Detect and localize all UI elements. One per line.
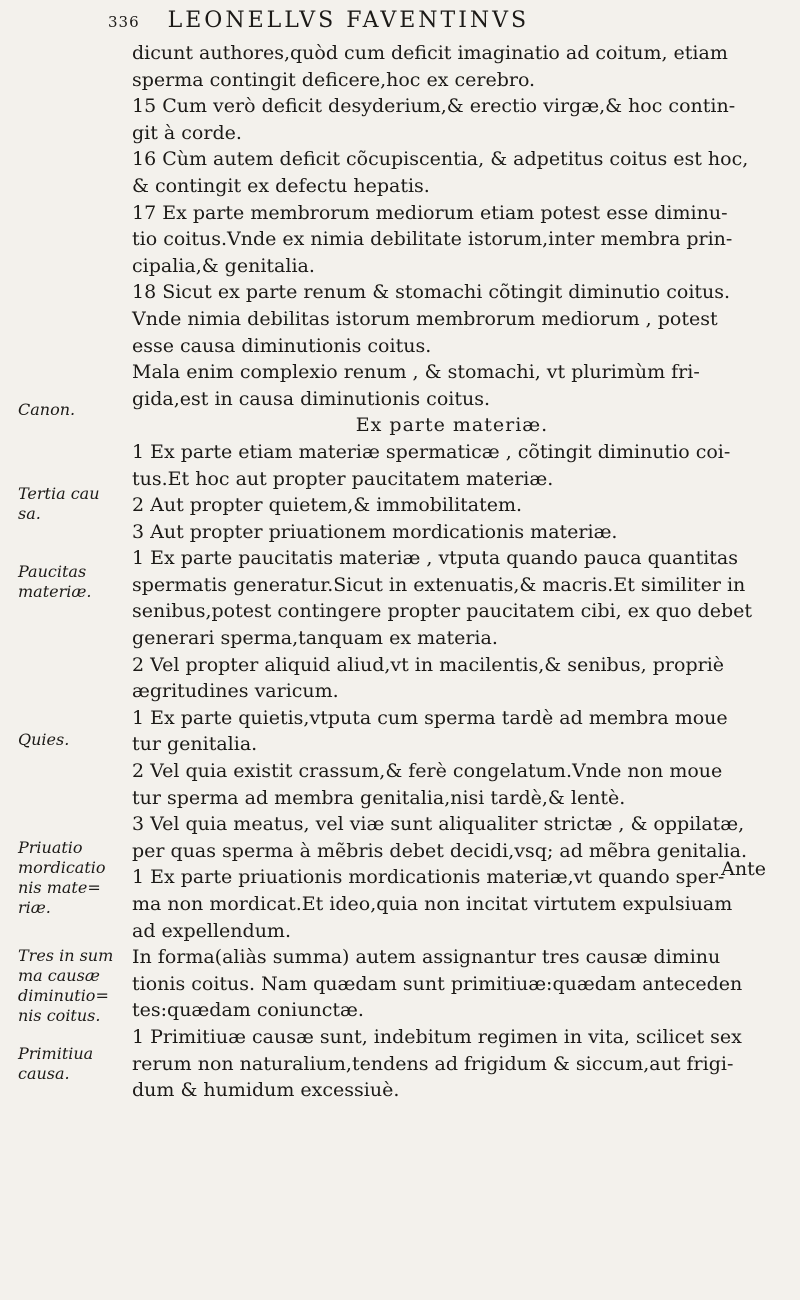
text-line: In forma(aliàs summa) autem assignantur tres causæ diminu [132,946,721,969]
text-line: tio coitus.Vnde ex nimia debilitate istorum,inter membra prin- [132,228,733,251]
running-title: LEONELLVS FAVENTINVS [167,8,530,33]
text-line: ægritudines varicum. [132,680,339,703]
folio-number: 336 [108,13,140,31]
text-line: & contingit ex defectu hepatis. [132,174,430,197]
text-line: git à corde. [132,121,242,144]
text-line: tur genitalia. [132,733,258,756]
text-line: tus.Et hoc aut propter paucitatem materiæ. [132,467,554,490]
text-line: 1 Ex parte paucitatis materiæ , vtputa quando pauca quantitas [132,547,739,570]
text-line: 3 Vel quia meatus, vel viæ sunt aliqualiter strictæ , & oppilatæ, [132,813,745,836]
text-line: 2 Aut propter quietem,& immobilitatem. [132,494,523,517]
margin-note-canon: Canon. [18,400,76,419]
text-line: senibus,potest contingere propter paucitatem cibi, ex quo debet [132,600,752,623]
section-heading: Ex parte materiæ. [355,414,549,437]
page-header [108,8,768,33]
text-line: 1 Ex parte quietis,vtputa cum sperma tardè ad membra moue [132,706,728,729]
text-line: 2 Vel quia existit crassum,& ferè congelatum.Vnde non moue [132,760,723,783]
text-line: tur sperma ad membra genitalia,nisi tardè,& lentè. [132,786,626,809]
text-line: cipalia,& genitalia. [132,254,315,277]
text-line: dum & humidum excessiuè. [132,1079,400,1102]
text-line: 1 Ex parte etiam materiæ spermaticæ , cõtingit diminutio coi- [132,440,731,463]
main-text [132,40,772,1104]
text-line: per quas sperma à mẽbris debet decidi,vsq; ad mẽbra genitalia. [132,839,747,862]
margin-note-tertia-causa: Tertia cau sa. [18,484,100,523]
text-line: esse causa diminutionis coitus. [132,334,432,357]
text-line: 18 Sicut ex parte renum & stomachi cõtingit diminutio coitus. [132,281,731,304]
text-line: 2 Vel propter aliquid aliud,vt in macilentis,& senibus, propriè [132,653,725,676]
text-line: ma non mordicat.Et ideo,quia non incitat virtutem expulsiuam [132,893,733,915]
text-line: 1 Primitiuæ causæ sunt, indebitum regimen in vita, scilicet sex [132,1025,742,1048]
margin-note-tres-causae: Tres in sum ma causæ diminutio= nis coitus. [18,946,114,1025]
text-line: rerum non naturalium,tendens ad frigidum & siccum,aut frigi- [132,1052,734,1075]
text-line: Vnde nimia debilitas istorum membrorum mediorum , potest [132,307,718,330]
text-line: tes:quædam coniunctæ. [132,999,364,1022]
text-line: 16 Cùm autem deficit cõcupiscentia, & adpetitus coitus est hoc, [132,148,749,171]
catchword: Ante [721,858,766,880]
text-line: Mala enim complexio renum , & stomachi, vt plurimùm fri- [132,361,700,384]
text-line: sperma contingit deficere,hoc ex cerebro. [132,68,536,91]
text-line: tionis coitus. Nam quædam sunt primitiuæ:quædam anteceden [132,972,743,995]
text-line: spermatis generatur.Sicut in extenuatis,& macris.Et similiter in [132,573,746,596]
margin-note-primitiua: Primitiua causa. [18,1044,94,1083]
text-line: dicunt authores,quòd cum deficit imaginatio ad coitum, etiam [132,42,728,64]
text-line: 1 Ex parte priuationis mordicationis materiæ,vt quando sper- [132,866,725,889]
text-line: 3 Aut propter priuationem mordicationis materiæ. [132,520,618,543]
margin-note-paucitas: Paucitas materiæ. [18,562,92,601]
text-line: ad expellendum. [132,919,291,942]
text-line: 17 Ex parte membrorum mediorum etiam potest esse diminu- [132,201,728,224]
text-line: 15 Cum verò deficit desyderium,& erectio virgæ,& hoc contin- [132,95,736,118]
text-line: gida,est in causa diminutionis coitus. [132,387,490,410]
text-line: generari sperma,tanquam ex materia. [132,627,498,650]
margin-note-quies: Quies. [18,730,70,749]
margin-note-priuatio: Priuatio mordicatio nis mate= riæ. [18,838,106,917]
